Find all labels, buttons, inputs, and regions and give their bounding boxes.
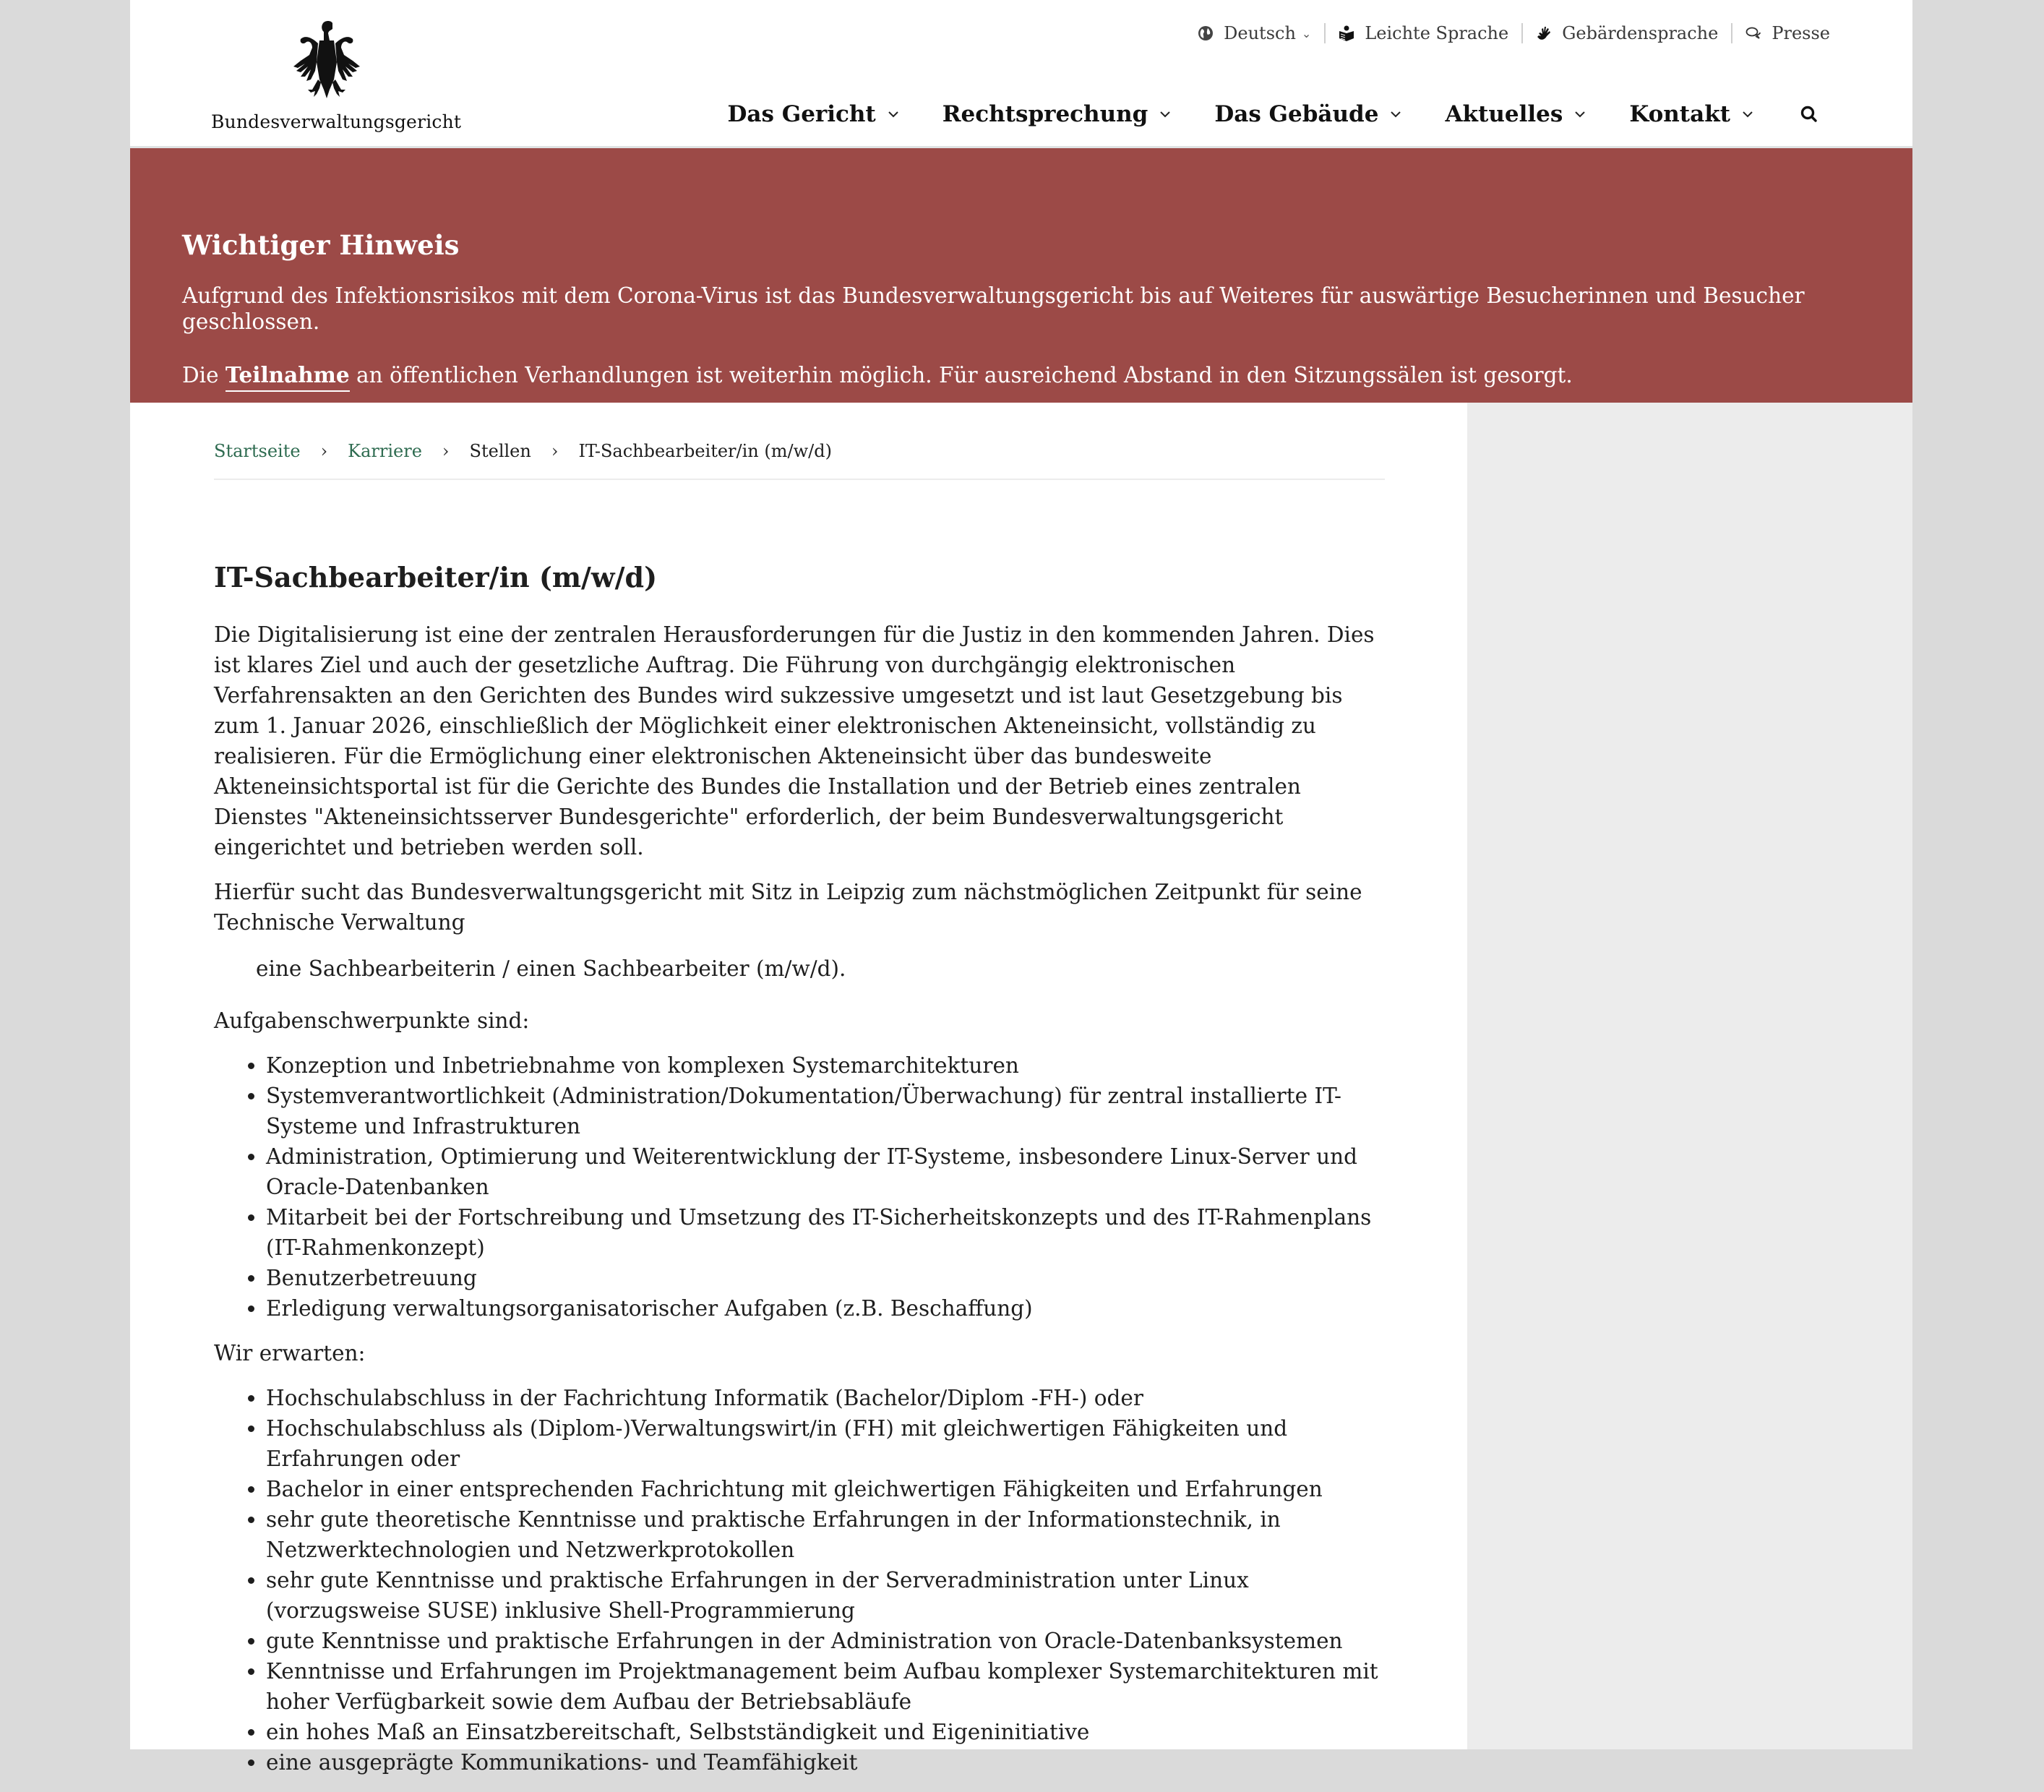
easy-language-icon xyxy=(1339,25,1354,41)
breadcrumb xyxy=(214,403,1385,480)
banner-text-closure: Aufgrund des Infektionsrisikos mit dem Corona-Virus ist das Bundesverwaltungsgericht bis auf Weiteres für auswärtige Besucherinnen und Besucher geschlossen. xyxy=(182,283,1805,334)
language-selector[interactable] xyxy=(1185,23,1324,43)
important-notice-banner xyxy=(130,148,1912,403)
main-content xyxy=(214,403,1385,1792)
intro-paragraph: Die Digitalisierung ist eine der zentralen Herausforderungen für die Justiz in den kommenden Jahren. Dies ist klares Ziel und auch der gesetzliche Auftrag. Die Führung von durchgängig elektronischen Verfahrensakten an den Gerichten des Bundes wird sukzessive umgesetzt und ist laut Gesetzgebung bis zum 1. Januar 2026, einschließlich der Möglichkeit einer elektronischen Akteneinsicht, vollständig zu realisieren. Für die Ermöglichung einer elektronischen Akteneinsicht über das bundesweite Akteneinsichtsportal ist für die Gerichte des Bundes die Installation und der Betrieb eines zentralen Dienstes "Akteneinsichtsserver Bundesgerichte" erforderlich, der beim Bundesverwaltungsgericht eingerichtet und betrieben werden soll. xyxy=(214,622,1375,859)
article-body xyxy=(214,620,1385,1778)
chevron-down-icon xyxy=(1159,111,1171,118)
list-item: • ein hohes Maß an Einsatzbereitschaft, Selbstständigkeit und Eigeninitiative xyxy=(266,1717,1385,1747)
list-item: • Mitarbeit bei der Fortschreibung und Umsetzung des IT-Sicherheitskonzepts und des IT-Rahmenplans (IT-Rahmenkonzept) xyxy=(266,1202,1385,1263)
expectations-list xyxy=(214,1383,1385,1778)
participation-link[interactable]: Teilnahme xyxy=(226,362,350,392)
search-paragraph: Hierfür sucht das Bundesverwaltungsgericht mit Sitz in Leipzig zum nächstmöglichen Zeitpunkt für seine Technische Verwaltung xyxy=(214,880,1362,935)
list-item: • Hochschulabschluss in der Fachrichtung Informatik (Bachelor/Diplom -FH-) oder xyxy=(266,1383,1385,1413)
util-link-sign-language[interactable] xyxy=(1521,23,1731,43)
breadcrumb-stellen: Stellen xyxy=(469,441,531,461)
breadcrumb-startseite[interactable]: Startseite xyxy=(214,441,301,461)
page xyxy=(130,0,1912,1775)
chevron-down-icon xyxy=(888,111,899,118)
content-area xyxy=(130,403,1912,1775)
list-item: • Administration, Optimierung und Weiterentwicklung der IT-Systeme, insbesondere Linux-Server und Oracle-Datenbanken xyxy=(266,1141,1385,1202)
language-label: Deutsch xyxy=(1224,23,1296,43)
sign-language-icon xyxy=(1536,25,1552,41)
list-item: • Konzeption und Inbetriebnahme von komplexen Systemarchitekturen xyxy=(266,1050,1385,1081)
nav-item-das-gericht[interactable] xyxy=(728,101,899,127)
tasks-list xyxy=(214,1050,1385,1324)
banner-text-suffix: an öffentlichen Verhandlungen ist weiterhin möglich. Für ausreichend Abstand in den Sitzungssälen ist gesorgt. xyxy=(349,363,1573,387)
nav-item-kontakt[interactable] xyxy=(1629,101,1753,127)
easy-language-label: Leichte Sprache xyxy=(1365,23,1509,43)
nav-label: Aktuelles xyxy=(1445,101,1563,127)
chevron-down-icon xyxy=(1742,111,1753,118)
utility-nav xyxy=(1185,23,1830,43)
globe-icon xyxy=(1198,25,1214,41)
nav-label: Das Gericht xyxy=(727,101,876,127)
breadcrumb-current: IT-Sachbearbeiter/in (m/w/d) xyxy=(578,441,832,461)
list-item: • Bachelor in einer entsprechenden Fachrichtung mit gleichwertigen Fähigkeiten und Erfahrungen xyxy=(266,1474,1385,1504)
search-icon[interactable] xyxy=(1800,105,1818,124)
federal-eagle-icon xyxy=(283,19,370,103)
list-item: • Benutzerbetreuung xyxy=(266,1263,1385,1293)
list-item: • Systemverantwortlichkeit (Administration/Dokumentation/Überwachung) für zentral installierte IT-Systeme und Infrastrukturen xyxy=(266,1081,1385,1141)
sidebar xyxy=(1467,403,1912,1749)
banner-text-prefix: Die xyxy=(182,363,226,387)
nav-label: Das Gebäude xyxy=(1214,101,1379,127)
nav-item-das-gebaeude[interactable] xyxy=(1214,101,1401,127)
chevron-down-icon xyxy=(1574,111,1586,118)
sign-language-label: Gebärdensprache xyxy=(1562,23,1719,43)
banner-text-hearings xyxy=(182,362,1860,388)
expectations-heading: Wir erwarten: xyxy=(214,1341,366,1366)
nav-label: Kontakt xyxy=(1629,101,1730,127)
list-item: • Hochschulabschluss als (Diplom-)Verwaltungswirt/in (FH) mit gleichwertigen Fähigkeiten und Erfahrungen oder xyxy=(266,1413,1385,1474)
list-item: • eine ausgeprägte Kommunikations- und Teamfähigkeit xyxy=(266,1747,1385,1778)
tasks-heading: Aufgabenschwerpunkte sind: xyxy=(214,1008,530,1033)
list-item: • sehr gute Kenntnisse und praktische Erfahrungen in der Serveradministration unter Linux (vorzugsweise SUSE) inklusive Shell-Programmierung xyxy=(266,1565,1385,1626)
site-header xyxy=(130,0,1912,148)
breadcrumb-separator: › xyxy=(551,441,559,461)
nav-item-rechtsprechung[interactable] xyxy=(942,101,1172,127)
breadcrumb-separator: › xyxy=(442,441,450,461)
main-nav xyxy=(728,101,1819,127)
chevron-down-icon: ⌄ xyxy=(1301,26,1312,40)
position-paragraph: eine Sachbearbeiterin / einen Sachbearbeiter (m/w/d). xyxy=(256,956,846,981)
list-item: • gute Kenntnisse und praktische Erfahrungen in der Administration von Oracle-Datenbanksystemen xyxy=(266,1626,1385,1656)
banner-title: Wichtiger Hinweis xyxy=(182,229,460,261)
util-link-easy-language[interactable] xyxy=(1324,23,1521,43)
logo-text: Bundesverwaltungsgericht xyxy=(211,111,462,132)
nav-item-aktuelles[interactable] xyxy=(1445,101,1586,127)
speech-bubbles-icon xyxy=(1745,25,1761,41)
press-label: Presse xyxy=(1772,23,1830,43)
util-link-press[interactable] xyxy=(1731,23,1830,43)
chevron-down-icon xyxy=(1390,111,1401,118)
page-title: IT-Sachbearbeiter/in (m/w/d) xyxy=(214,561,658,593)
list-item: • sehr gute theoretische Kenntnisse und praktische Erfahrungen in der Informationstechnik, in Netzwerktechnologien und Netzwerkprotokollen xyxy=(266,1504,1385,1565)
home-logo-link[interactable] xyxy=(211,19,462,132)
breadcrumb-karriere[interactable]: Karriere xyxy=(348,441,422,461)
breadcrumb-separator: › xyxy=(320,441,328,461)
list-item: • Kenntnisse und Erfahrungen im Projektmanagement beim Aufbau komplexer Systemarchitekturen mit hoher Verfügbarkeit sowie dem Aufbau der Betriebsabläufe xyxy=(266,1656,1385,1717)
list-item: • Erledigung verwaltungsorganisatorischer Aufgaben (z.B. Beschaffung) xyxy=(266,1293,1385,1324)
nav-label: Rechtsprechung xyxy=(942,101,1148,127)
